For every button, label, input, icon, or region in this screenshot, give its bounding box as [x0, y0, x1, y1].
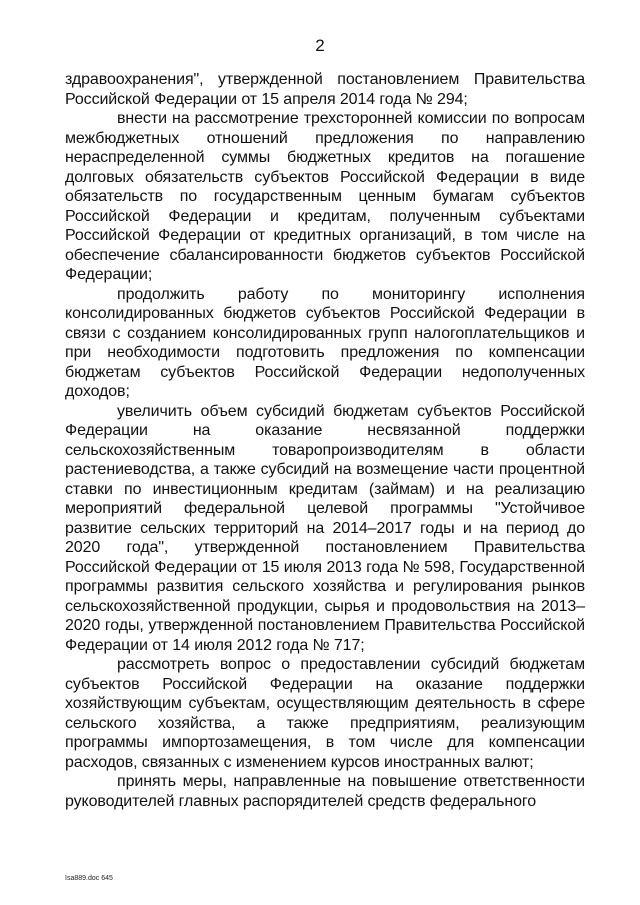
footer-document-code: Isa889.doc 645	[65, 875, 113, 882]
document-body	[65, 70, 585, 811]
paragraph-import-substitution: рассмотреть вопрос о предоставлении субсидий бюджетам субъектов Российской Федерации на оказание поддержки хозяйствующим субъектам, осуществляющим деятельность в сфере сельского хозяйства, а также предприятиям, реализующим программы импортозамещения, в том числе для компенсации расходов, связанных с изменением курсов иностранных валют;	[65, 656, 585, 771]
paragraph-subsidies-agriculture: увеличить объем субсидий бюджетам субъектов Российской Федерации на оказание несвязанной поддержки сельскохозяйственным товаропроизводителям в области растениеводства, а также субсидий на возмещение части процентной ставки по инвестиционным кредитам (займам) и на реализацию мероприятий федеральной целевой программы "Устойчивое развитие сельских территорий на 2014–2017 годы и на период до 2020 года", утвержденной постановлением Правительства Российской Федерации от 15 июля 2013 года № 598, Государственной программы развития сельского хозяйства и регулирования рынков сельскохозяйственной продукции, сырья и продовольствия на 2013–2020 годы, утвержденной постановлением Правительства Российской Федерации от 14 июля 2012 года № 717;	[65, 402, 585, 654]
paragraph-responsibility: принять меры, направленные на повышение ответственности руководителей главных распорядителей средств федерального	[65, 773, 585, 810]
paragraph-budget-credits: внести на рассмотрение трехсторонней комиссии по вопросам межбюджетных отношений предложения по направлению нераспределенной суммы бюджетных кредитов на погашение долговых обязательств субъектов Российской Федерации в виде обязательств по государственным ценным бумагам субъектов Российской Федерации и кредитам, полученным субъектами Российской Федерации от кредитных организаций, в том числе на обеспечение сбалансированности бюджетов субъектов Российской Федерации;	[65, 110, 585, 283]
paragraph-monitoring: продолжить работу по мониторингу исполнения консолидированных бюджетов субъектов Российской Федерации в связи с созданием консолидированных групп налогоплательщиков и при необходимости подготовить предложения по компенсации бюджетам субъектов Российской Федерации недополученных доходов;	[65, 285, 585, 400]
paragraph-continuation: здравоохранения", утвержденной постановлением Правительства Российской Федерации от 15 апреля 2014 года № 294;	[65, 71, 585, 108]
page-number: 2	[315, 36, 325, 55]
